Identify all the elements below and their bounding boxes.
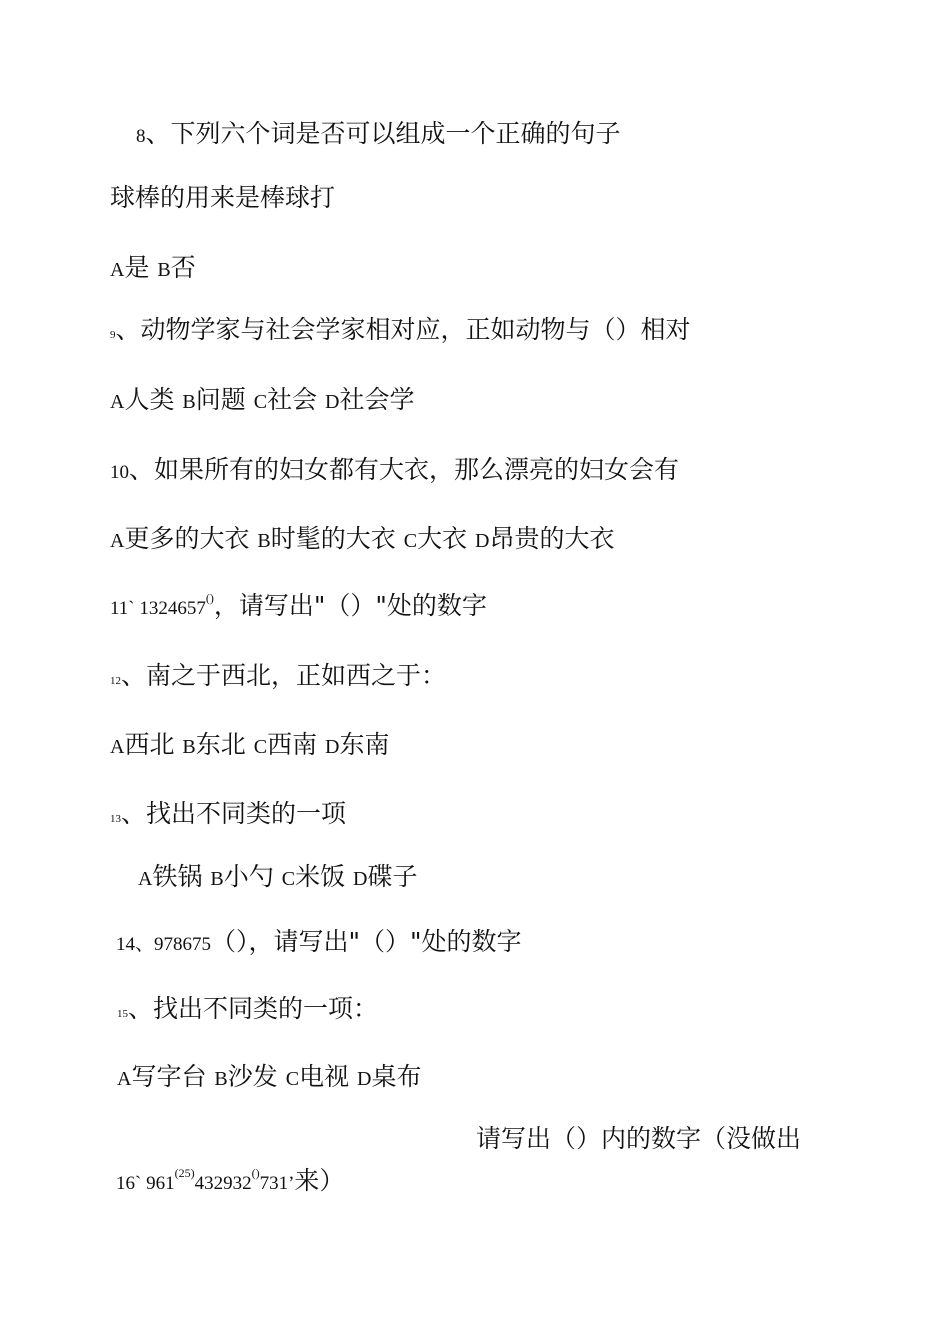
q8-options bbox=[110, 252, 196, 286]
q15-option-b-letter: B bbox=[214, 1068, 228, 1090]
q13-option-c-letter: C bbox=[281, 868, 296, 890]
q16-side-text: 请写出（）内的数字（没做出 bbox=[476, 1124, 802, 1153]
q15-number: 15 bbox=[117, 1008, 128, 1020]
q13-option-d-text: 碟子 bbox=[367, 862, 418, 891]
q15-text: 、找出不同类的一项： bbox=[128, 994, 379, 1023]
q9-option-a-letter: A bbox=[110, 391, 125, 413]
q10-options bbox=[110, 523, 615, 557]
q15-option-a-text: 写字台 bbox=[131, 1062, 207, 1091]
q15-option-d-letter: D bbox=[357, 1068, 372, 1090]
q13-question bbox=[110, 798, 346, 835]
q8-question bbox=[136, 118, 621, 153]
q10-option-d-text: 昂贵的大衣 bbox=[489, 524, 615, 553]
q13-text: 、找出不同类的一项 bbox=[121, 799, 347, 828]
q13-option-c-text: 米饭 bbox=[295, 862, 346, 891]
q14-text: （），请写出"（）"处的数字 bbox=[211, 927, 522, 956]
q12-options bbox=[110, 729, 390, 763]
q9-option-c-letter: C bbox=[253, 391, 268, 413]
q16-number-end: 731’ bbox=[259, 1173, 295, 1194]
q8-separator: 、 bbox=[145, 119, 171, 148]
q12-text: 、南之于西北，正如西之于： bbox=[121, 661, 447, 690]
q15-option-c-letter: C bbox=[285, 1068, 300, 1090]
q8-number: 8 bbox=[136, 126, 146, 147]
q8-text: 下列六个词是否可以组成一个正确的句子 bbox=[170, 119, 621, 148]
q13-option-b-text: 小勺 bbox=[223, 862, 274, 891]
q12-option-c-letter: C bbox=[253, 736, 268, 758]
q12-number: 12 bbox=[110, 675, 121, 687]
q13-option-a-text: 铁锅 bbox=[152, 862, 203, 891]
q10-text: 、如果所有的妇女都有大衣，那么漂亮的妇女会有 bbox=[129, 455, 680, 484]
q16-bracket-value: (25) bbox=[174, 1166, 195, 1180]
q10-option-a-text: 更多的大衣 bbox=[124, 524, 250, 553]
q15-question bbox=[117, 993, 378, 1030]
q15-option-d-text: 桌布 bbox=[371, 1062, 422, 1091]
q16-question bbox=[116, 1165, 344, 1201]
q9-option-d-letter: D bbox=[325, 391, 340, 413]
q13-number: 13 bbox=[110, 813, 121, 825]
q16-number-middle: 432932 bbox=[194, 1173, 252, 1194]
q14-question bbox=[116, 926, 522, 961]
q16-tail: 来） bbox=[294, 1166, 345, 1195]
q11-blank: () bbox=[205, 591, 214, 605]
q16-number-prefix: 16` 961 bbox=[116, 1173, 175, 1194]
q8-option-a-text: 是 bbox=[124, 253, 150, 282]
q12-option-d-letter: D bbox=[325, 736, 340, 758]
q10-option-a-letter: A bbox=[110, 530, 125, 552]
q8-option-b-text: 否 bbox=[170, 253, 196, 282]
q8-option-a-letter: A bbox=[110, 259, 125, 281]
q11-text: ，请写出"（）"处的数字 bbox=[213, 591, 487, 620]
q13-option-d-letter: D bbox=[353, 868, 368, 890]
q8-sentence-text: 球棒的用来是棒球打 bbox=[110, 183, 336, 212]
q12-option-b-letter: B bbox=[182, 736, 196, 758]
q9-options bbox=[110, 384, 415, 418]
q15-option-c-text: 电视 bbox=[299, 1062, 350, 1091]
q8-option-b-letter: B bbox=[157, 259, 171, 281]
q9-option-d-text: 社会学 bbox=[339, 385, 415, 414]
q10-question bbox=[110, 454, 679, 489]
q12-question bbox=[110, 660, 446, 697]
q10-option-d-letter: D bbox=[475, 530, 490, 552]
q9-option-a-text: 人类 bbox=[124, 385, 175, 414]
q9-text: 、动物学家与社会学家相对应，正如动物与（）相对 bbox=[115, 315, 691, 344]
q10-option-b-text: 时髦的大衣 bbox=[270, 524, 396, 553]
q10-option-c-letter: C bbox=[403, 530, 418, 552]
q10-option-c-text: 大衣 bbox=[417, 524, 468, 553]
q15-option-b-text: 沙发 bbox=[227, 1062, 278, 1091]
q12-option-d-text: 东南 bbox=[339, 730, 390, 759]
q9-option-c-text: 社会 bbox=[267, 385, 318, 414]
q11-question bbox=[110, 590, 487, 626]
q13-option-b-letter: B bbox=[210, 868, 224, 890]
q13-option-a-letter: A bbox=[138, 868, 153, 890]
q14-number-sequence: 14、978675 bbox=[116, 934, 212, 955]
q16-blank: () bbox=[251, 1166, 260, 1180]
q15-options bbox=[117, 1061, 422, 1095]
q8-sentence bbox=[110, 182, 335, 214]
q9-number: 9 bbox=[110, 329, 116, 341]
q9-question bbox=[110, 314, 691, 351]
q10-number: 10 bbox=[110, 462, 129, 483]
q15-option-a-letter: A bbox=[117, 1068, 132, 1090]
q11-number-sequence: 11` 1324657 bbox=[110, 598, 206, 619]
q13-options bbox=[138, 861, 418, 895]
q10-option-b-letter: B bbox=[257, 530, 271, 552]
q9-option-b-letter: B bbox=[182, 391, 196, 413]
q12-option-c-text: 西南 bbox=[267, 730, 318, 759]
q12-option-b-text: 东北 bbox=[195, 730, 246, 759]
q12-option-a-text: 西北 bbox=[124, 730, 175, 759]
q9-option-b-text: 问题 bbox=[195, 385, 246, 414]
q12-option-a-letter: A bbox=[110, 736, 125, 758]
